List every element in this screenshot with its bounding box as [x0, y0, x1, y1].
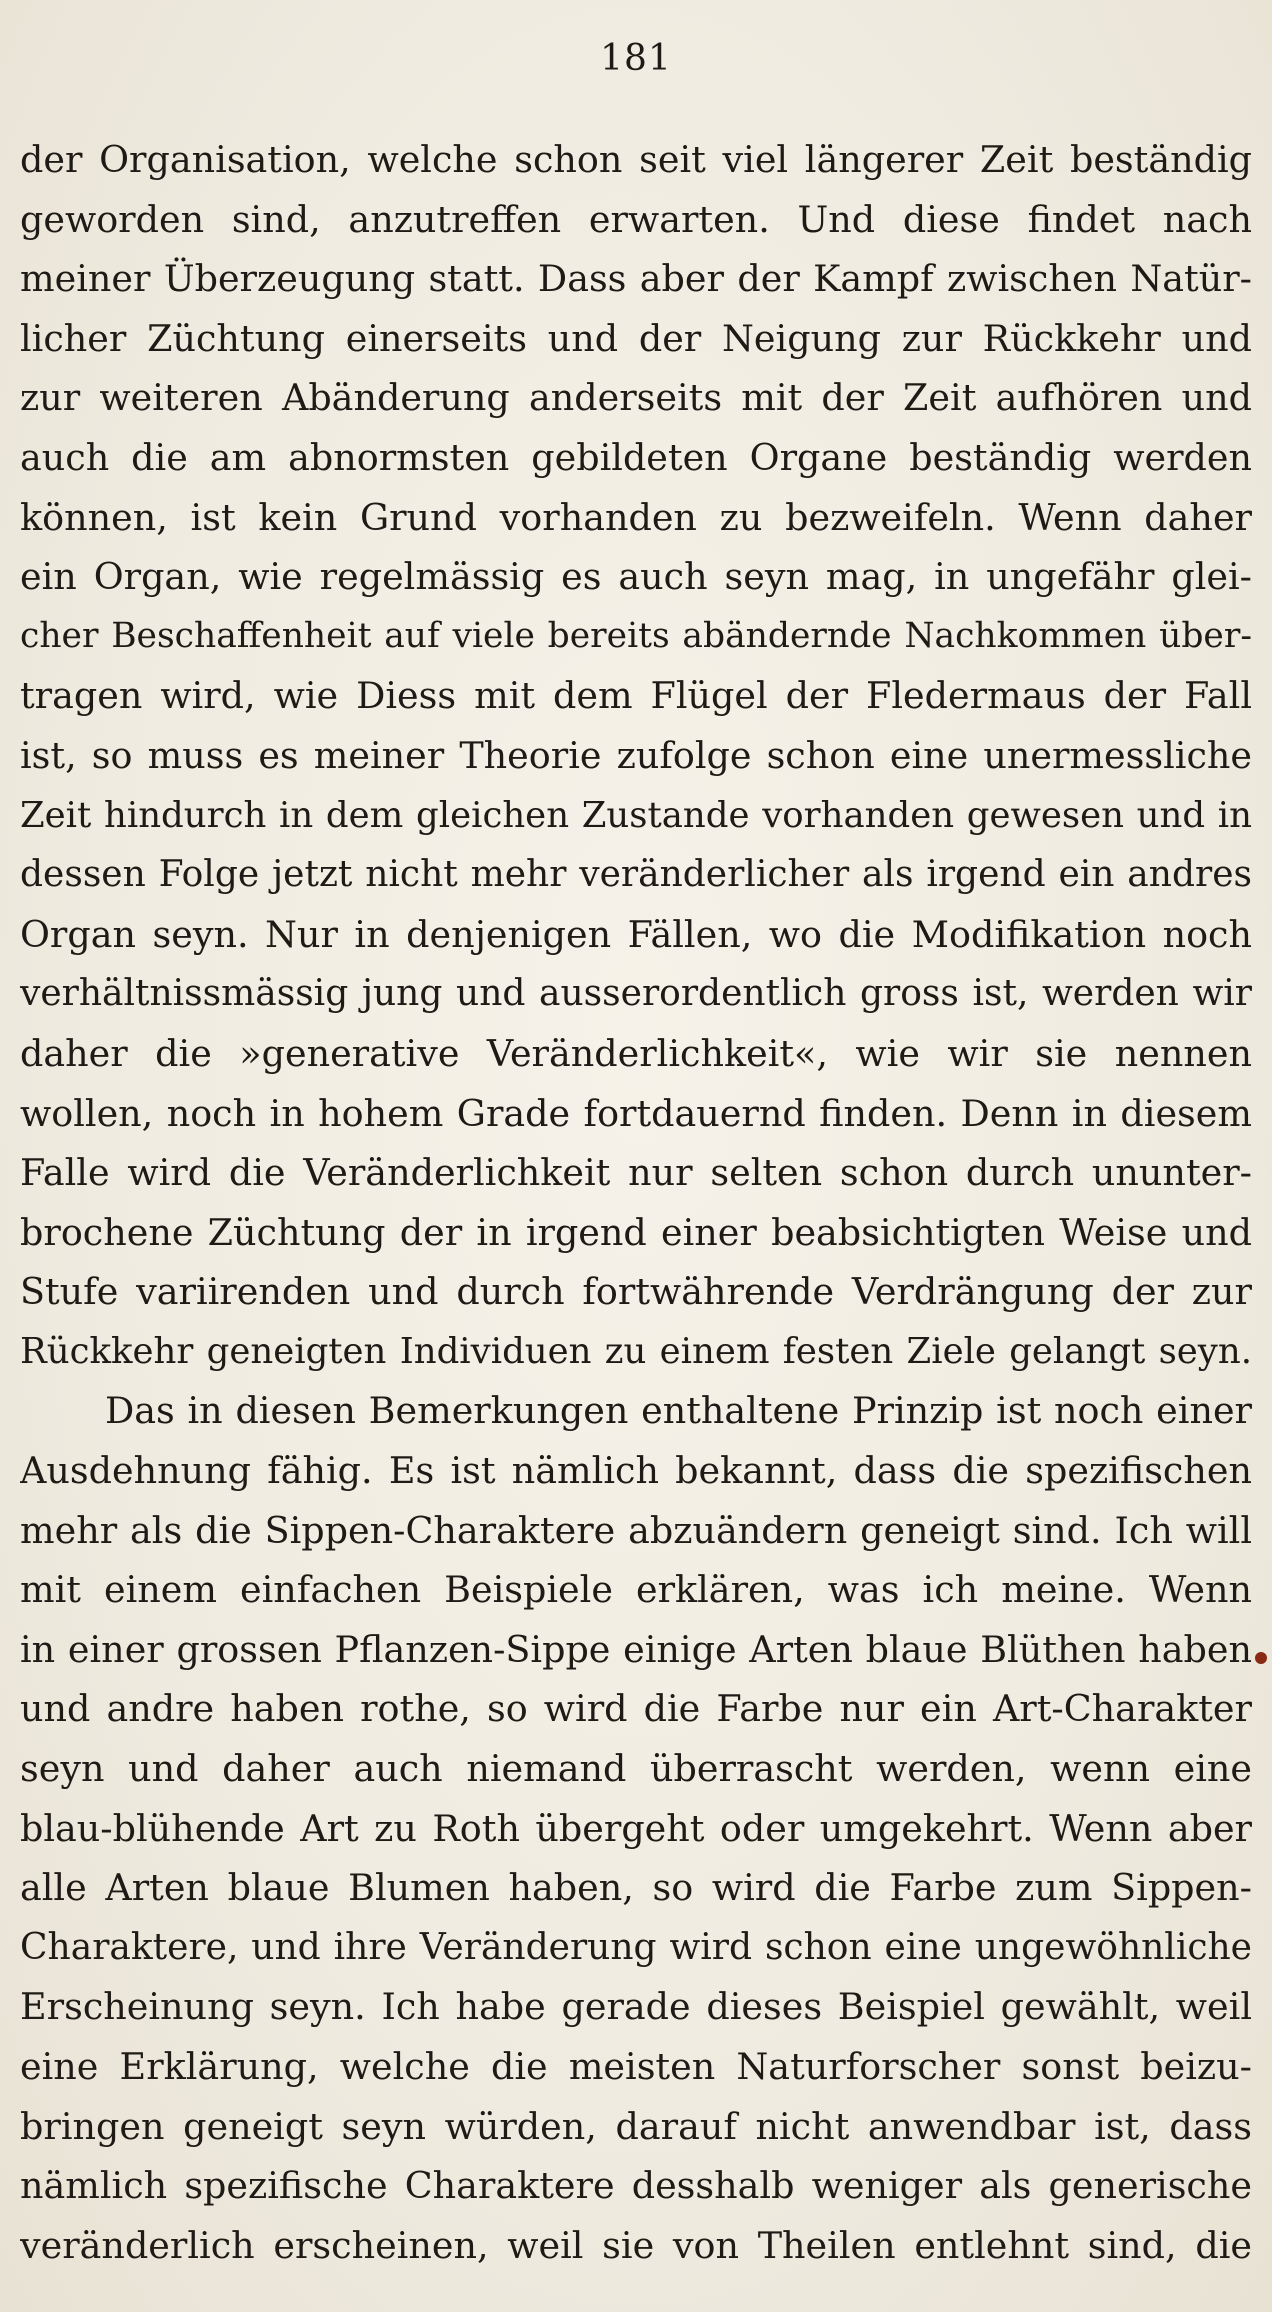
text-line: Erscheinung seyn. Ich habe gerade dieses Beispiel gewählt, weil	[20, 1985, 1252, 2029]
text-line: können, ist kein Grund vorhanden zu bezweifeln. Wenn daher	[20, 495, 1252, 539]
text-line: Zeit hindurch in dem gleichen Zustande vorhanden gewesen und in	[20, 794, 1252, 836]
text-line: dessen Folge jetzt nicht mehr veränderlicher als irgend ein andres	[20, 854, 1252, 896]
text-line: Charaktere, und ihre Veränderung wird schon eine ungewöhnliche	[20, 1926, 1252, 1968]
text-line: und andre haben rothe, so wird die Farbe nur ein Art-Charakter	[20, 1687, 1252, 1731]
text-line: ist, so muss es meiner Theorie zufolge schon eine unermessliche	[20, 733, 1252, 777]
text-line: nämlich spezifische Charaktere desshalb weniger als generische	[20, 2164, 1252, 2208]
text-line: in einer grossen Pflanzen-Sippe einige Arten blaue Blüthen haben	[20, 1627, 1252, 1671]
text-line: Stufe variirenden und durch fortwährende Verdrängung der zur	[20, 1270, 1252, 1314]
text-line: eine Erklärung, welche die meisten Naturforscher sonst beizu-	[20, 2045, 1252, 2088]
text-line: seyn und daher auch niemand überrascht werden, wenn eine	[20, 1747, 1252, 1791]
ink-spot	[1255, 1652, 1267, 1664]
text-line: daher die »generative Veränderlichkeit«, wie wir sie nennen	[20, 1031, 1252, 1075]
text-line: Falle wird die Veränderlichkeit nur selten schon durch ununter-	[20, 1151, 1252, 1195]
text-line: geworden sind, anzutreffen erwarten. Und diese findet nach	[20, 197, 1252, 241]
text-line: meiner Überzeugung statt. Dass aber der Kampf zwischen Natür-	[20, 257, 1252, 301]
text-line: mit einem einfachen Beispiele erklären, was ich meine. Wenn	[20, 1568, 1252, 1612]
text-line: alle Arten blaue Blumen haben, so wird die Farbe zum Sippen-	[20, 1866, 1252, 1910]
page-number: 181	[600, 38, 672, 79]
text-line: wollen, noch in hohem Grade fortdauernd finden. Denn in diesem	[20, 1091, 1252, 1135]
text-line: cher Beschaffenheit auf viele bereits abändernde Nachkommen über-	[20, 615, 1252, 656]
text-line: auch die am abnormsten gebildeten Organe beständig werden	[20, 435, 1252, 479]
text-line: brochene Züchtung der in irgend einer beabsichtigten Weise und	[20, 1210, 1252, 1254]
text-line: tragen wird, wie Diess mit dem Flügel der Fledermaus der Fall	[20, 674, 1252, 718]
text-line: mehr als die Sippen-Charaktere abzuändern geneigt sind. Ich will	[20, 1508, 1252, 1552]
text-line: licher Züchtung einerseits und der Neigung zur Rückkehr und	[20, 316, 1252, 360]
text-line: Das in diesen Bemerkungen enthaltene Prinzip ist noch einer	[105, 1389, 1252, 1433]
text-line: veränderlich erscheinen, weil sie von Theilen entlehnt sind, die	[20, 2223, 1252, 2267]
text-line: Organ seyn. Nur in denjenigen Fällen, wo die Modifikation noch	[20, 912, 1252, 956]
text-line: ein Organ, wie regelmässig es auch seyn mag, in ungefähr glei-	[20, 555, 1252, 599]
text-line: der Organisation, welche schon seit viel längerer Zeit beständig	[20, 138, 1252, 181]
text-line: verhältnissmässig jung und ausserordentlich gross ist, werden wir	[20, 973, 1252, 1015]
text-line: Rückkehr geneigten Individuen zu einem festen Ziele gelangt seyn.	[20, 1330, 1252, 1372]
text-line: blau-blühende Art zu Roth übergeht oder umgekehrt. Wenn aber	[20, 1806, 1252, 1850]
page-text-body	[20, 130, 1252, 2275]
text-line: zur weiteren Abänderung anderseits mit der Zeit aufhören und	[20, 376, 1252, 420]
text-line: bringen geneigt seyn würden, darauf nicht anwendbar ist, dass	[20, 2104, 1252, 2148]
text-line: Ausdehnung fähig. Es ist nämlich bekannt, dass die spezifischen	[20, 1449, 1252, 1493]
